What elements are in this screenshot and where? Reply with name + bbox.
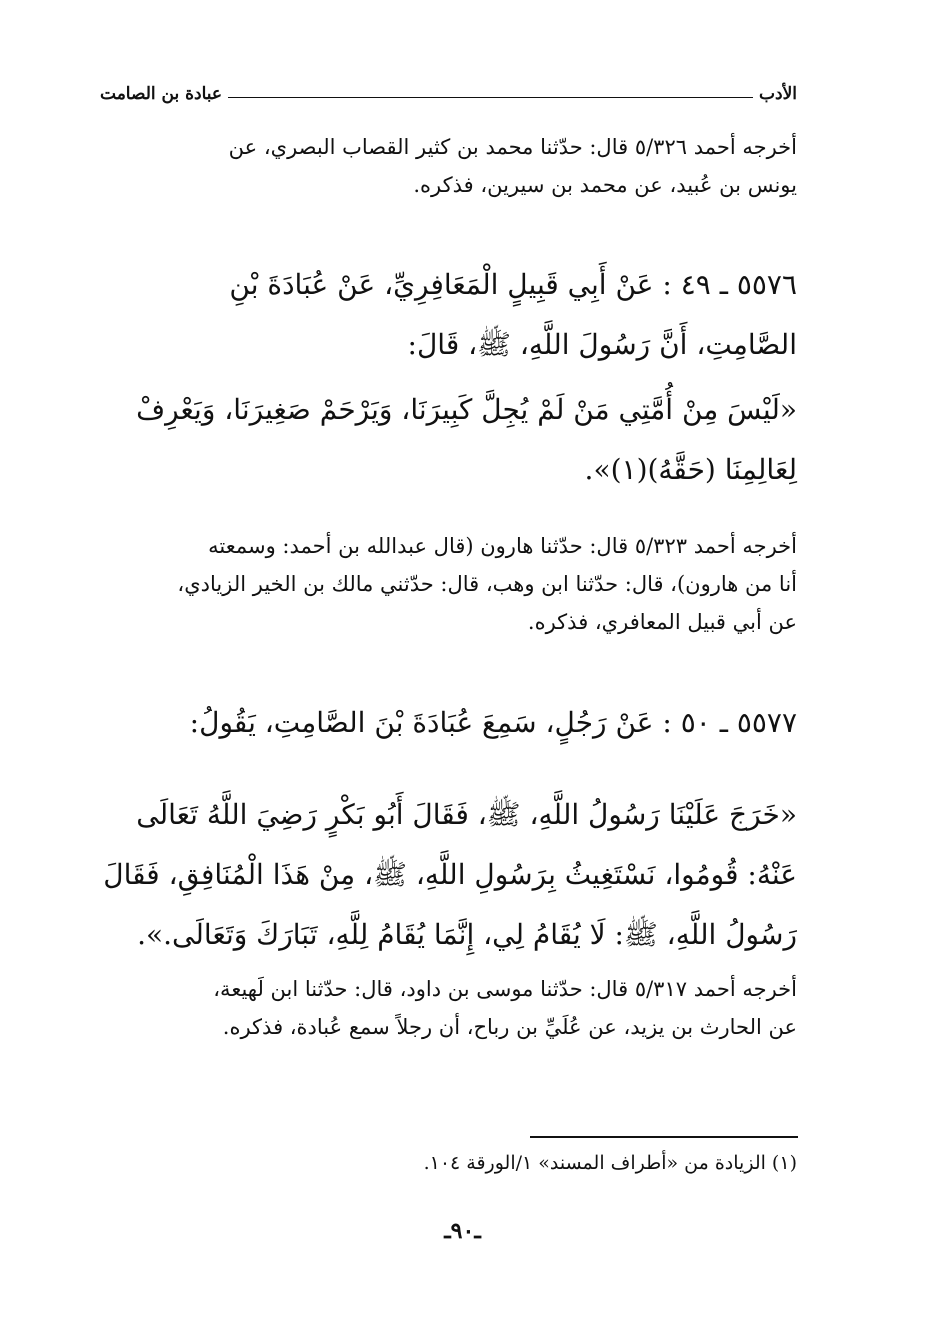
text-line: لِعَالِمِنَا (حَقَّهُ)(١)». [584, 453, 797, 486]
text-line: أخرجه أحمد ٥/٣٢٦ قال: حدّثنا محمد بن كثير القصاب البصري، عن [228, 135, 797, 159]
running-head-rule [228, 97, 753, 98]
text-line: عن الحارث بن يزيد، عن عُلَيِّ بن رباح، أن رجلاً سمع عُبادة، فذكره. [222, 1015, 797, 1039]
text-line: أخرجه أحمد ٥/٣١٧ قال: حدّثنا موسى بن داود، قال: حدّثنا ابن لَهيعة، [213, 977, 797, 1001]
hadith-5577-isnad [100, 693, 797, 753]
running-head-chapter: الأدب [759, 84, 797, 104]
text-line: رَسُولُ اللَّهِ، ﷺ: لَا يُقَامُ لِي، إِنَّمَا يُقَامُ لِلَّهِ، تَبَارَكَ وَتَعَالَى.». [137, 918, 797, 951]
source-paragraph-3 [100, 970, 797, 1046]
running-head-title: عبادة بن الصامت [100, 84, 223, 104]
text-line: عَنْهُ: قُومُوا، نَسْتَغِيثُ بِرَسُولِ اللَّهِ، ﷺ، مِنْ هَذَا الْمُنَافِقِ، فَقَالَ [103, 858, 797, 891]
text-line: الصَّامِتِ، أَنَّ رَسُولَ اللَّهِ، ﷺ، قَالَ: [407, 328, 797, 361]
text-line: ٥٥٧٧ ـ ٥٠ : عَنْ رَجُلٍ، سَمِعَ عُبَادَةَ بْنَ الصَّامِتِ، يَقُولُ: [189, 706, 797, 739]
text-line: أنا من هارون)، قال: حدّثنا ابن وهب، قال: حدّثني مالك بن الخير الزيادي، [177, 572, 797, 596]
footnote-divider [530, 1136, 798, 1138]
text-line: يونس بن عُبيد، عن محمد بن سيرين، فذكره. [413, 173, 797, 197]
hadith-5577-text [100, 785, 797, 965]
hadith-5576-text [100, 380, 797, 500]
page-number: ـ٩٠ـ [444, 1218, 481, 1244]
running-head [100, 78, 797, 104]
text-line: أخرجه أحمد ٥/٣٢٣ قال: حدّثنا هارون (قال عبدالله بن أحمد: وسمعته [208, 534, 797, 558]
footnote: (١) الزيادة من «أطراف المسند» ١/الورقة ١٠٤. [423, 1152, 797, 1174]
text-line: «لَيْسَ مِنْ أُمَّتِي مَنْ لَمْ يُجِلَّ كَبِيرَنَا، وَيَرْحَمْ صَغِيرَنَا، وَيَعْرِفْ [136, 393, 797, 426]
hadith-5576-isnad [100, 255, 797, 375]
text-line: عن أبي قبيل المعافري، فذكره. [527, 610, 797, 634]
text-line: ٥٥٧٦ ـ ٤٩ : عَنْ أَبِي قَبِيلٍ الْمَعَافِرِيِّ، عَنْ عُبَادَةَ بْنِ [229, 268, 797, 301]
source-paragraph-2 [100, 527, 797, 641]
text-line: «خَرَجَ عَلَيْنَا رَسُولُ اللَّهِ، ﷺ، فَقَالَ أَبُو بَكْرٍ رَضِيَ اللَّهُ تَعَالَى [136, 798, 797, 831]
source-paragraph-1 [100, 128, 797, 204]
